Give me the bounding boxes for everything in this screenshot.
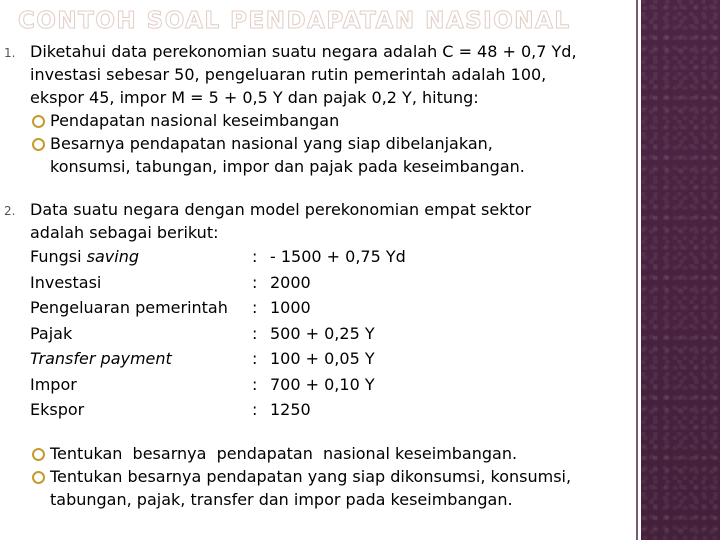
question-1-line: ekspor 45, impor M = 5 + 0,5 Y dan pajak 0,2 Y, hitung:: [30, 88, 479, 107]
data-row: [30, 245, 531, 271]
row-separator: :: [252, 374, 258, 394]
row-label: Impor: [30, 374, 77, 394]
bullet-text: Pendapatan nasional keseimbangan: [50, 111, 340, 130]
row-value: 100 + 0,05 Y: [270, 349, 375, 368]
question-1-line: investasi sebesar 50, pengeluaran rutin pemerintah adalah 100,: [30, 65, 547, 84]
question-1-bullet: [30, 132, 577, 155]
bullet-continuation: tabungan, pajak, transfer dan impor pada keseimbangan.: [50, 490, 513, 509]
data-row: [30, 322, 531, 348]
row-value: - 1500 + 0,75 Yd: [270, 247, 406, 266]
question-2: [30, 198, 531, 424]
data-row: [30, 296, 531, 322]
question-2-bullet: [30, 442, 571, 465]
question-2-line: Data suatu negara dengan model perekonomian empat sektor: [30, 200, 532, 219]
ring-bullet-icon: [32, 138, 45, 151]
question-2-tasks: [30, 442, 571, 511]
data-row: [30, 373, 531, 399]
ring-bullet-icon: [32, 471, 45, 484]
row-value: 500 + 0,25 Y: [270, 323, 375, 343]
bullet-text: Tentukan besarnya pendapatan nasional keseimbangan.: [50, 444, 518, 463]
row-label: Pajak: [30, 323, 73, 343]
slide-title: CONTOH SOAL PENDAPATAN NASIONAL: [18, 8, 571, 34]
question-2-bullet: [30, 465, 571, 488]
row-label: Ekspor: [30, 400, 85, 419]
bullet-continuation: konsumsi, tabungan, impor dan pajak pada keseimbangan.: [50, 157, 525, 176]
row-label: Transfer payment: [30, 349, 172, 368]
bullet-text: Besarnya pendapatan nasional yang siap dibelanjakan,: [50, 134, 493, 153]
data-row: [30, 271, 531, 297]
bullet-text: Tentukan besarnya pendapatan yang siap dikonsumsi, konsumsi,: [50, 467, 572, 486]
row-separator: :: [252, 323, 258, 343]
data-row: [30, 347, 531, 373]
ring-bullet-icon: [32, 115, 45, 128]
row-value: 700 + 0,10 Y: [270, 374, 375, 394]
question-2-number: 2.: [4, 204, 16, 218]
row-separator: :: [252, 400, 258, 419]
row-value: 1000: [270, 298, 311, 317]
data-row: [30, 398, 531, 424]
row-value: 1250: [270, 400, 311, 419]
row-value: 2000: [270, 272, 311, 292]
question-1-number: 1.: [4, 46, 16, 60]
ring-bullet-icon: [32, 448, 45, 461]
row-separator: :: [252, 298, 258, 317]
data-table: [30, 245, 531, 424]
row-label: Investasi: [30, 272, 102, 292]
side-decorative-band: [641, 0, 720, 540]
row-label: Pengeluaran pemerintah: [30, 298, 228, 317]
side-divider-line: [636, 0, 638, 540]
row-separator: :: [252, 349, 258, 368]
row-separator: :: [252, 272, 258, 292]
question-1: [30, 40, 577, 178]
question-1-line: Diketahui data perekonomian suatu negara adalah C = 48 + 0,7 Yd,: [30, 42, 577, 61]
question-1-bullet: [30, 109, 577, 132]
question-2-line: adalah sebagai berikut:: [30, 223, 219, 242]
row-label: Fungsi saving: [30, 247, 139, 266]
row-separator: :: [252, 247, 258, 266]
